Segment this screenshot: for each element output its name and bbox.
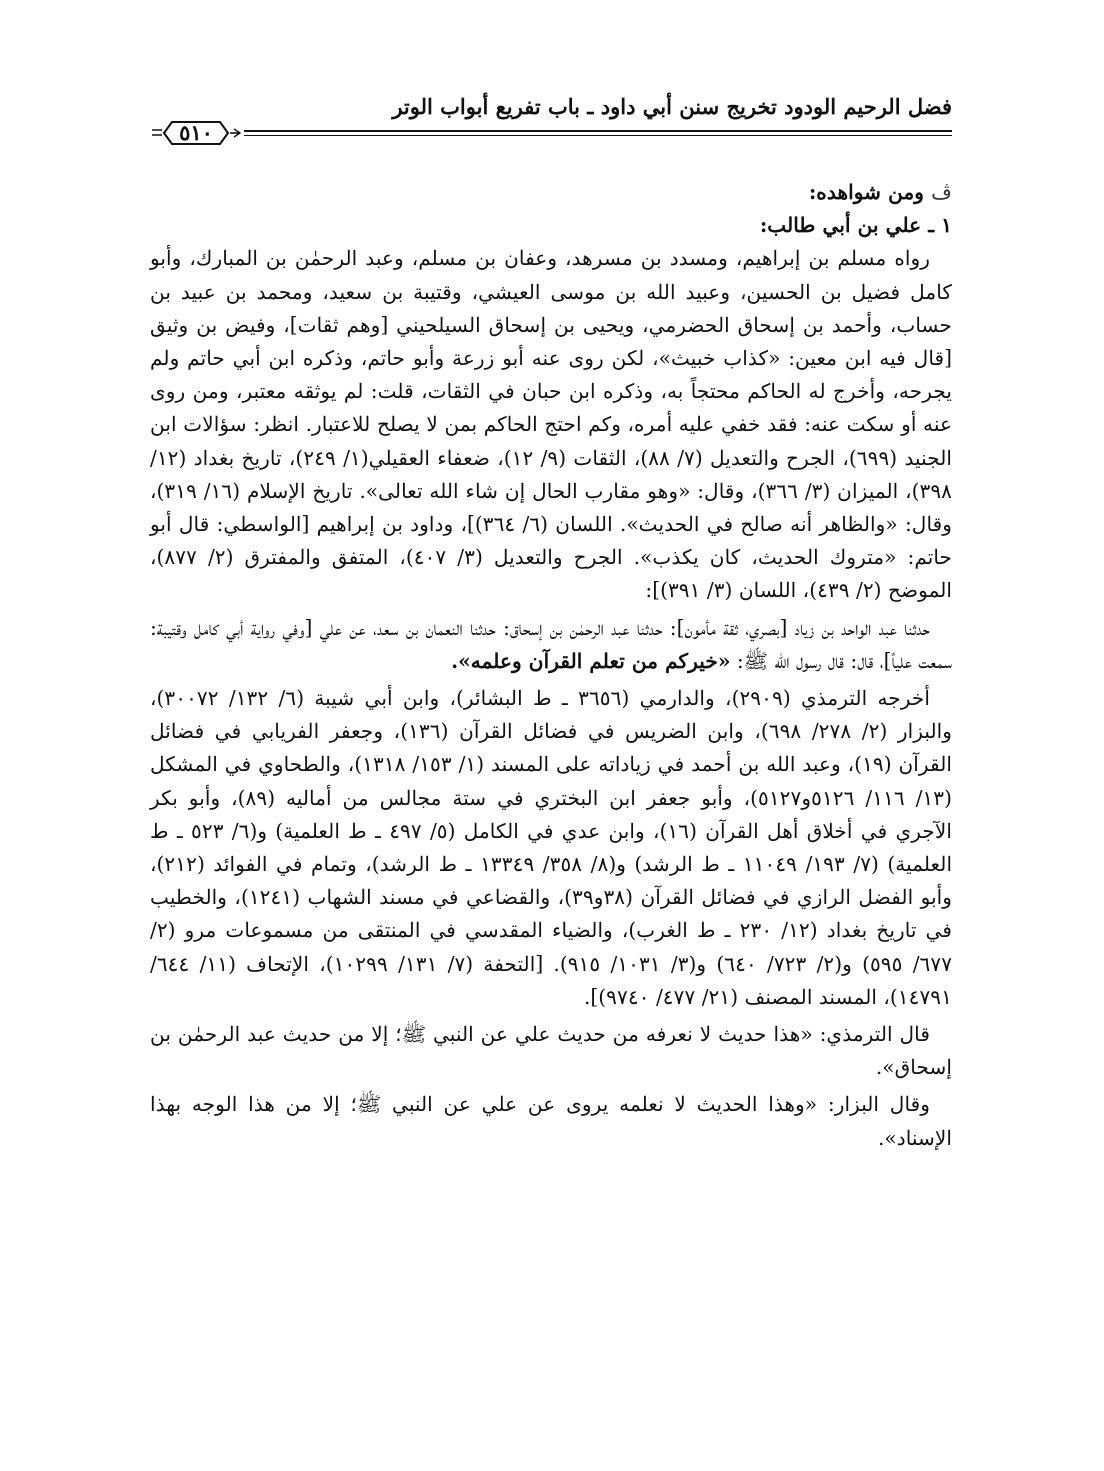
paragraph-narrators: رواه مسلم بن إبراهيم، ومسدد بن مسرهد، وعفان بن مسلم، وعبد الرحمٰن بن المبارك، وأبو كامل فضيل بن الحسين، وعبيد الله بن موسى العيشي، وقتيبة بن سعيد، ومحمد بن عبيد بن حساب، وأحمد بن إسحاق الحضرمي، ويحيى بن إسحاق السيلحيني [وهم ثقات]، وفيض بن وثيق [قال فيه ابن معين: «كذاب خبيث»، لكن روى عنه أبو زرعة وأبو حاتم، وذكره ابن أبي حاتم ولم يجرحه، وأخرج له الحاكم محتجاً به، وذكره ابن حبان في الثقات، قلت: لم يوثقه معتبر، ومن روى عنه أو سكت عنه: فقد خفي عليه أمره، وكم احتج الحاكم بمن لا يصلح للاعتبار. انظر: سؤالات ابن الجنيد (٦٩٩)، الجرح والتعديل (٧/ ٨٨)، الثقات (٩/ ١٢)، ضعفاء العقيلي(١/ ٢٤٩)، تاريخ بغداد (١٢/ ٣٩٨)، الميزان (٣/ ٣٦٦)، وقال: «وهو مقارب الحال إن شاء الله تعالى». تاريخ الإسلام (١٦/ ٣١٩)، وقال: «والظاهر أنه صالح في الحديث». اللسان (٦/ ٣٦٤)]، وداود بن إبراهيم [الواسطي: قال أبو حاتم: «متروك الحديث، كان يكذب». الجرح والتعديل (٣/ ٤٠٧)، المتفق والمفترق (٢/ ٨٧٧)، الموضح (٢/ ٤٣٩)، اللسان (٣/ ٣٩١)]: — [150, 246, 953, 603]
header-rule-thin — [244, 135, 952, 136]
header-title: فضل الرحيم الودود تخريج سنن أبي داود ـ باب تفريع أبواب الوتر — [392, 94, 952, 119]
page-number: ٥١٠ — [179, 120, 213, 145]
paragraph-bazzar: وقال البزار: «وهذا الحديث لا نعلمه يروى عن علي عن النبي ﷺ؛ إلا من هذا الوجه بهذا الإسناد». — [150, 1092, 952, 1150]
page-number-ornament — [150, 118, 242, 148]
running-header — [150, 88, 952, 150]
book-page — [150, 88, 953, 1150]
paragraph-tirmidhi: قال الترمذي: «هذا حديث لا نعرفه من حديث علي عن النبي ﷺ؛ إلا من حديث عبد الرحمٰن بن إسحاق». — [150, 1022, 952, 1080]
witness-heading — [150, 176, 952, 209]
leaf-ornament-icon: ڤ — [931, 180, 952, 204]
paragraph-takhrij: أخرجه الترمذي (٢٩٠٩)، والدارمي (٣٦٥٦ ـ ط البشائر)، وابن أبي شيبة (٦/ ١٣٢/ ٣٠٠٧٢)، والبزار (٢/ ٢٧٨/ ٦٩٨)، وابن الضريس في فضائل القرآن (١٣٦)، وجعفر الفريابي في فضائل القرآن (١٩)، وعبد الله بن أحمد في زياداته على المسند (١/ ١٥٣/ ١٣١٨)، والطحاوي في المشكل (١٣/ ١١٦/ ٥١٢٦و٥١٢٧)، وأبو جعفر ابن البختري في ستة مجالس من أماليه (٨٩)، وأبو بكر الآجري في أخلاق أهل القرآن (١٦)، وابن عدي في الكامل (٥/ ٤٩٧ ـ ط العلمية) و(٦/ ٥٢٣ ـ ط العلمية) (٧/ ١٩٣/ ١١٠٤٩ ـ ط الرشد) و(٨/ ٣٥٨/ ١٣٣٤٩ ـ ط الرشد)، وتمام في الفوائد (٢١٢)، وأبو الفضل الرازي في فضائل القرآن (٣٨و٣٩)، والقضاعي في مسند الشهاب (١٢٤١)، والخطيب في تاريخ بغداد (١٢/ ٢٣٠ ـ ط الغرب)، والضياء المقدسي في المنتقى من مسموعات مرو (٢/ ٦٧٧/ ٥٩٥) و(٢/ ٧٢٣/ ٦٤٠) و(٣/ ١٠٣١/ ٩١٥). [التحفة (٧/ ١٣١/ ١٠٢٩٩)، الإتحاف (١١/ ٦٤٤/ ١٤٧٩١)، المسند المصنف (٢١/ ٤٧٧/ ٩٧٤٠)]. — [150, 686, 953, 1009]
paragraph-chain — [150, 612, 952, 678]
header-rule-thick — [244, 130, 952, 132]
chain-text: حدثنا عبد الواحد بن زياد [بصري، ثقة مأمون]: حدثنا عبد الرحمٰن بن إسحاق: حدثنا النعمان بن سعد، عن علي [وفي رواية أبي كامل وقتيبة: سمعت علياً]، قال: قال رسول الله ﷺ: — [150, 615, 952, 673]
hadith-text: «خيركم من تعلم القرآن وعلمه». — [451, 648, 731, 673]
sub-heading: ١ ـ علي بن أبي طالب: — [759, 213, 952, 238]
page-body — [150, 176, 952, 1155]
witness-heading-text: ومن شواهده: — [808, 180, 925, 204]
